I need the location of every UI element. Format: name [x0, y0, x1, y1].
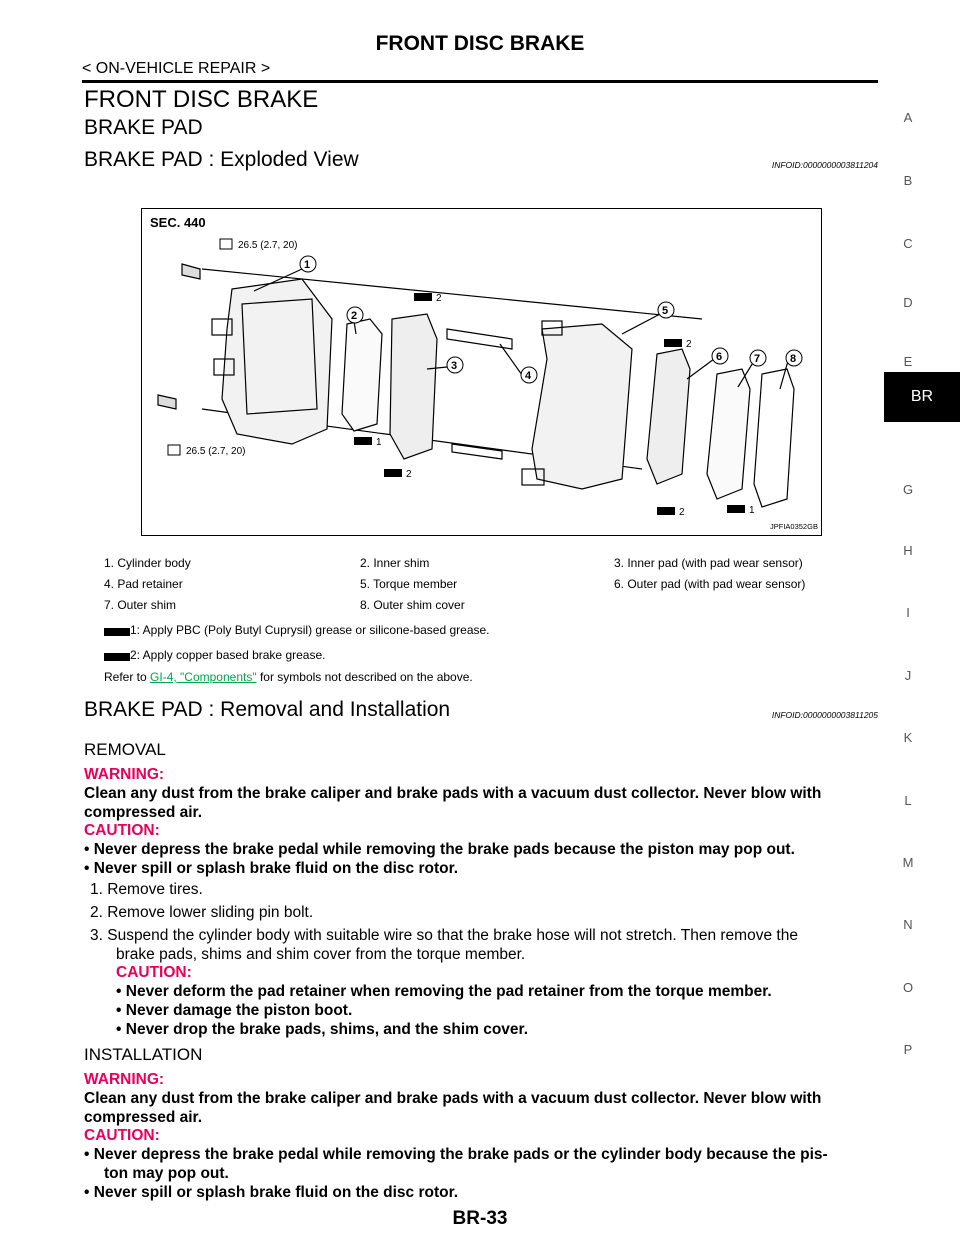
legend-item-4: 4. Pad retainer [104, 577, 183, 591]
callout-5: 5 [662, 305, 669, 317]
grease-icon [384, 469, 402, 477]
infoid-removal: INFOID:0000000003811205 [771, 710, 878, 720]
section-title: FRONT DISC BRAKE [84, 86, 319, 113]
figure-id: JPFIA0352GB [770, 522, 818, 531]
legend-item-6: 6. Outer pad (with pad wear sensor) [614, 577, 806, 591]
sidebar-tab-br-active[interactable]: BR [884, 372, 960, 422]
callout-6: 6 [716, 351, 723, 363]
callout-4: 4 [525, 370, 532, 382]
torque-label-top: 26.5 (2.7, 20) [238, 240, 298, 251]
grease-icon [104, 651, 130, 661]
removal-caution-label: CAUTION: [84, 822, 160, 839]
installation-warning-text-2: compressed air. [84, 1109, 203, 1126]
sidebar-tab-d[interactable]: D [903, 295, 913, 310]
torque-label-bottom: 26.5 (2.7, 20) [186, 446, 246, 457]
callout-8: 8 [790, 353, 797, 365]
running-header-title: FRONT DISC BRAKE [375, 32, 585, 55]
grease-icon [354, 437, 372, 445]
installation-warning-label: WARNING: [84, 1071, 165, 1088]
grease-mark: 2 [436, 293, 442, 304]
sidebar-tab-a[interactable]: A [903, 110, 913, 125]
section-number: SEC. 440 [150, 215, 206, 230]
installation-caution-1-cont: ton may pop out. [104, 1165, 229, 1182]
callout-7: 7 [754, 353, 761, 365]
removal-step-1: 1. Remove tires. [90, 881, 203, 898]
section-subtitle: BRAKE PAD [84, 116, 203, 139]
grease-icon [657, 507, 675, 515]
sidebar-tab-b[interactable]: B [903, 173, 913, 188]
legend-item-5: 5. Torque member [360, 577, 458, 591]
grease-icon [104, 626, 130, 636]
removal-warning-label: WARNING: [84, 766, 165, 783]
legend-item-1: 1. Cylinder body [104, 556, 191, 570]
sidebar-tab-e[interactable]: E [903, 354, 913, 369]
legend-item-8: 8. Outer shim cover [360, 598, 465, 612]
sidebar-tab-m[interactable]: M [902, 855, 914, 870]
sidebar-tab-c[interactable]: C [903, 236, 913, 251]
sidebar-tab-j[interactable]: J [904, 668, 912, 683]
sidebar-tab-l[interactable]: L [904, 793, 912, 808]
running-header-subtitle: < ON-VEHICLE REPAIR > [82, 60, 271, 77]
grease-icon [727, 505, 745, 513]
installation-warning-text-1: Clean any dust from the brake caliper and brake pads with a vacuum dust collector. Never blow with [84, 1090, 822, 1107]
legend-item-3: 3. Inner pad (with pad wear sensor) [614, 556, 803, 570]
exploded-view-figure [141, 208, 822, 536]
brake-exploded-diagram [142, 209, 821, 535]
torque-icon [220, 239, 232, 249]
page-number: BR-33 [452, 1208, 508, 1229]
grease-mark: 2 [686, 339, 692, 350]
grease-mark: 2 [406, 469, 412, 480]
removal-warning-text-1: Clean any dust from the brake caliper and brake pads with a vacuum dust collector. Never blow with [84, 785, 822, 802]
sidebar-tab-k[interactable]: K [903, 730, 913, 745]
removal-warning-text-2: compressed air. [84, 804, 203, 821]
infoid-exploded: INFOID:0000000003811204 [771, 160, 878, 170]
installation-caution-label: CAUTION: [84, 1127, 160, 1144]
grease-mark: 2 [679, 507, 685, 518]
removal-step-2: 2. Remove lower sliding pin bolt. [90, 904, 314, 921]
removal-caution-1: • Never depress the brake pedal while removing the brake pads because the piston may pop out. [84, 841, 795, 858]
sidebar-tab-n[interactable]: N [903, 917, 913, 932]
sidebar-tab-p[interactable]: P [903, 1042, 913, 1057]
step3-caution-3: • Never drop the brake pads, shims, and the shim cover. [116, 1021, 529, 1038]
legend-item-7: 7. Outer shim [104, 598, 177, 612]
grease-mark: 1 [749, 505, 755, 516]
grease-note-1: 1: Apply PBC (Poly Butyl Cuprysil) grease or silicone-based grease. [104, 623, 490, 637]
removal-installation-heading: BRAKE PAD : Removal and Installation [84, 698, 451, 721]
torque-icon [168, 445, 180, 455]
components-link[interactable]: GI-4, "Components" [150, 670, 257, 684]
legend-item-2: 2. Inner shim [360, 556, 430, 570]
step3-caution-2: • Never damage the piston boot. [116, 1002, 353, 1019]
sidebar-tab-g[interactable]: G [902, 482, 914, 497]
installation-caution-2: • Never spill or splash brake fluid on the disc rotor. [84, 1184, 459, 1201]
refer-note: Refer to GI-4, "Components" for symbols not described on the above. [104, 670, 473, 684]
sidebar-tab-h[interactable]: H [903, 543, 913, 558]
grease-icon [664, 339, 682, 347]
installation-caution-1: • Never depress the brake pedal while removing the brake pads or the cylinder body because the pis- [84, 1146, 828, 1163]
removal-heading: REMOVAL [84, 740, 166, 759]
header-rule [82, 80, 878, 83]
callout-1: 1 [304, 259, 311, 271]
grease-mark: 1 [376, 437, 382, 448]
grease-note-2: 2: Apply copper based brake grease. [104, 648, 325, 662]
sidebar-tab-o[interactable]: O [902, 980, 914, 995]
exploded-view-heading: BRAKE PAD : Exploded View [84, 148, 359, 171]
callout-3: 3 [451, 360, 458, 372]
removal-step-3: 3. Suspend the cylinder body with suitable wire so that the brake hose will not stretch. Then remove the [90, 927, 798, 944]
callout-2: 2 [351, 310, 358, 322]
removal-caution-2: • Never spill or splash brake fluid on the disc rotor. [84, 860, 459, 877]
removal-step-3-cont: brake pads, shims and shim cover from the torque member. [116, 946, 526, 963]
step3-caution-1: • Never deform the pad retainer when removing the pad retainer from the torque member. [116, 983, 772, 1000]
step3-caution-label: CAUTION: [116, 964, 192, 981]
installation-heading: INSTALLATION [84, 1045, 203, 1064]
sidebar-tab-i[interactable]: I [906, 605, 910, 620]
grease-icon [414, 293, 432, 301]
